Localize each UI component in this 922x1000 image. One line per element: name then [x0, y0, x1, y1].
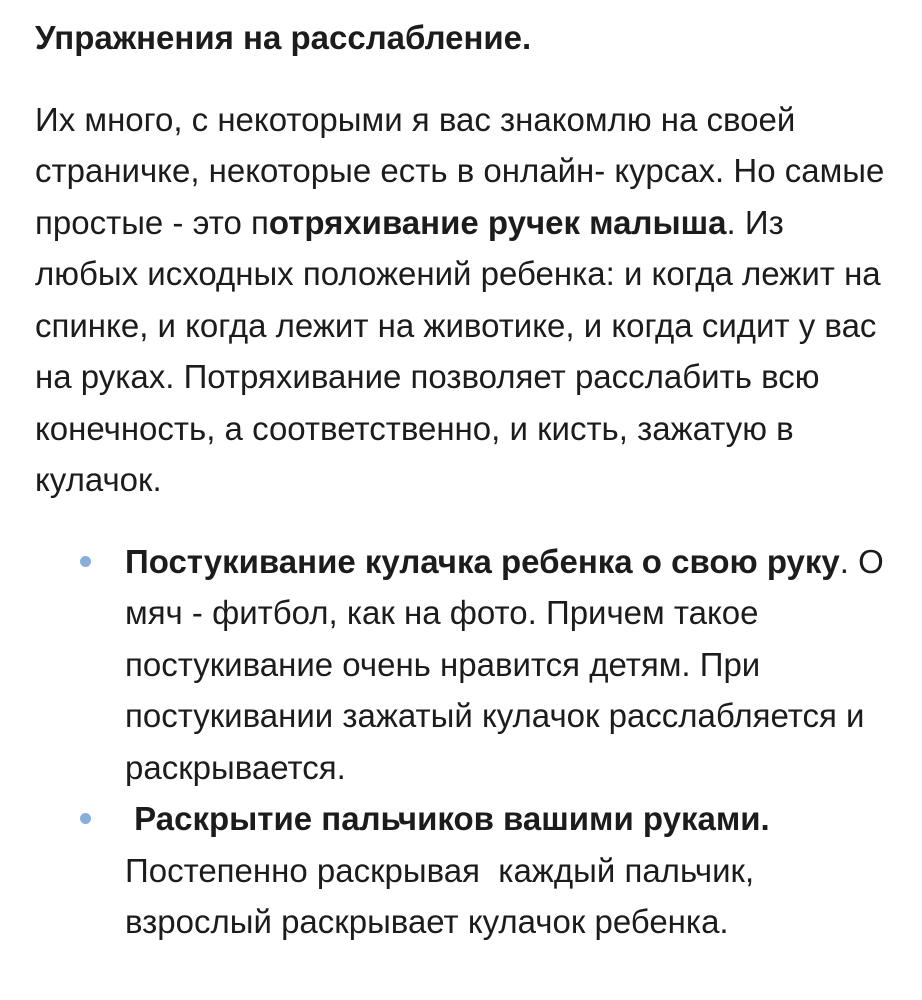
- bullet-icon: [80, 813, 91, 824]
- section-heading: [35, 12, 898, 64]
- section-heading-bold: Упражнения на расслабление: [35, 19, 523, 56]
- intro-text-before: Их много, с некоторыми я вас знакомлю на своей страничке, некоторые есть в онлайн- курсах. Но самые простые - это п: [35, 100, 885, 241]
- intro-text-after: . Из любых исходных положений ребенка: и когда лежит на спинке, и когда лежит на животике, и когда сидит у вас на руках. Потряхивание позволяет расслабить всю конечность, а соответственно, и кисть, зажатую в кулачок.: [35, 203, 881, 498]
- exercise-list: [35, 536, 898, 948]
- section-heading-suffix: .: [522, 19, 532, 56]
- list-item-text: Постепенно раскрывая каждый пальчик, взрослый раскрывает кулачок ребенка.: [125, 800, 779, 940]
- list-item-text: . О мяч - фитбол, как на фото. Причем такое постукивание очень нравится детям. При постукивании зажатый кулачок расслабляется и раскрывается.: [125, 542, 884, 786]
- list-item: [35, 536, 885, 794]
- intro-paragraph: [35, 94, 895, 506]
- intro-bold-text: отряхивание ручек малыша: [268, 203, 727, 241]
- list-item: [35, 793, 885, 948]
- bullet-icon: [80, 556, 91, 567]
- list-item-bold-text: Постукивание кулачка ребенка о свою руку: [125, 542, 840, 580]
- list-item-bold-text: Раскрытие пальчиков вашими руками.: [125, 800, 770, 837]
